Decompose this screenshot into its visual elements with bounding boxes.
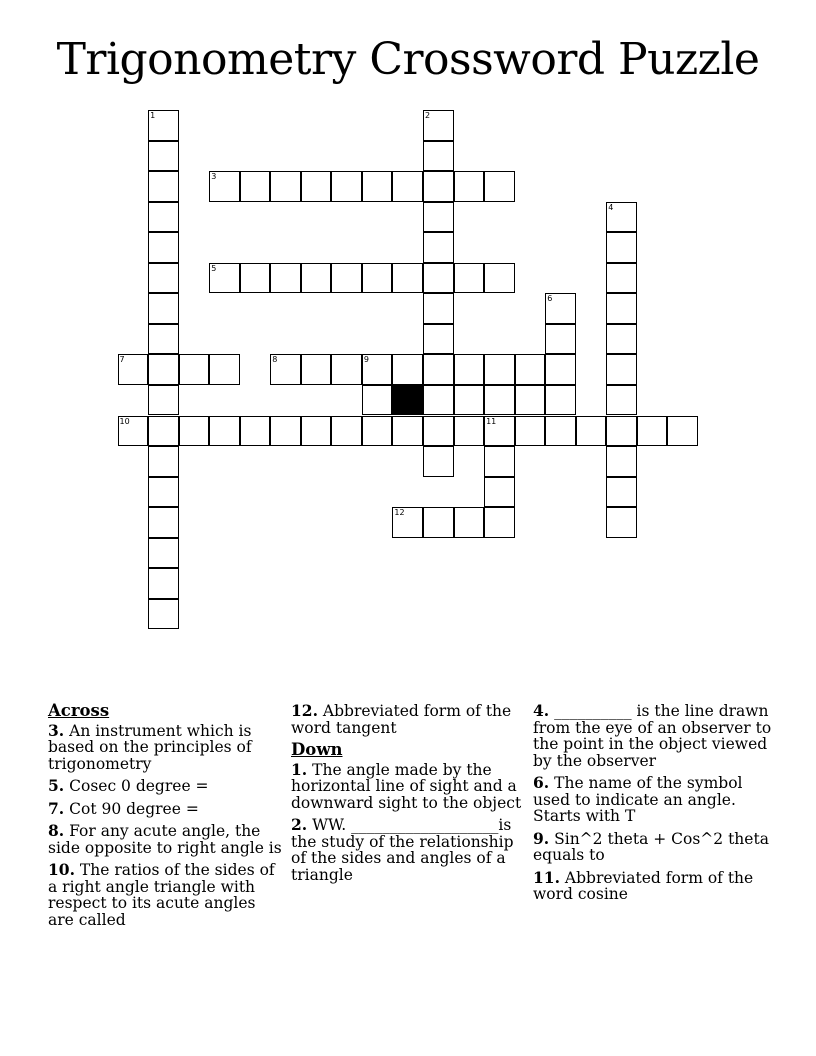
crossword-cell[interactable]	[179, 354, 210, 385]
crossword-cell[interactable]	[423, 232, 454, 263]
crossword-cell[interactable]	[484, 354, 515, 385]
crossword-cell[interactable]	[392, 171, 423, 202]
down-heading: Down	[291, 740, 343, 759]
crossword-cell[interactable]	[423, 202, 454, 233]
crossword-cell[interactable]	[148, 324, 179, 355]
crossword-cell[interactable]	[179, 416, 210, 447]
crossword-cell[interactable]	[331, 171, 362, 202]
crossword-cell[interactable]	[118, 416, 149, 447]
crossword-cell[interactable]	[454, 354, 485, 385]
clue-number-12: 12	[394, 508, 405, 518]
crossword-cell[interactable]	[148, 477, 179, 508]
page-title: Trigonometry Crossword Puzzle	[56, 34, 760, 85]
crossword-cell[interactable]	[545, 324, 576, 355]
clue-down-2: 2. WW. ___________________is the study of the relationship of the sides and angles of a triangle	[291, 815, 514, 884]
crossword-cell[interactable]	[454, 263, 485, 294]
crossword-cell[interactable]	[148, 568, 179, 599]
clue-across-5: 5. Cosec 0 degree =	[48, 776, 209, 795]
crossword-cell[interactable]	[270, 416, 301, 447]
clue-down-11: 11. Abbreviated form of the word cosine	[533, 867, 754, 903]
crossword-cell[interactable]	[423, 110, 454, 141]
crossword-cell[interactable]	[240, 416, 271, 447]
crossword-cell[interactable]	[148, 416, 179, 447]
crossword-cell[interactable]	[606, 446, 637, 477]
crossword-cell[interactable]	[545, 354, 576, 385]
clue-number-8: 8	[272, 355, 278, 365]
crossword-cell[interactable]	[362, 354, 393, 385]
crossword-cell[interactable]	[209, 171, 240, 202]
clue-across-12: 12. Abbreviated form of the word tangent	[291, 701, 512, 737]
clue-across-10: 10. The ratios of the sides of a right angle triangle with respect to its acute angles are called	[48, 860, 275, 929]
crossword-cell[interactable]	[331, 416, 362, 447]
crossword-cell[interactable]	[392, 507, 423, 538]
clues-column-2	[291, 703, 526, 889]
clue-down-6: 6. The name of the symbol used to indicate an angle. Starts with T	[533, 773, 743, 825]
clue-number-5: 5	[211, 263, 217, 273]
crossword-cell[interactable]	[392, 416, 423, 447]
crossword-cell[interactable]	[606, 293, 637, 324]
crossword-cell[interactable]	[484, 171, 515, 202]
crossword-cell[interactable]	[148, 110, 179, 141]
crossword-cell[interactable]	[240, 171, 271, 202]
crossword-cell[interactable]	[484, 385, 515, 416]
crossword-cell[interactable]	[454, 171, 485, 202]
clue-down-1: 1. The angle made by the horizontal line of sight and a downward sight to the object	[291, 759, 522, 812]
crossword-cell[interactable]	[331, 263, 362, 294]
crossword-cell[interactable]	[148, 385, 179, 416]
crossword-cell[interactable]	[423, 171, 454, 202]
crossword-cell[interactable]	[148, 141, 179, 172]
crossword-cell[interactable]	[148, 599, 179, 630]
crossword-cell[interactable]	[423, 385, 454, 416]
crossword-cell[interactable]	[301, 354, 332, 385]
crossword-cell[interactable]	[148, 232, 179, 263]
crossword-cell[interactable]	[148, 354, 179, 385]
crossword-cell[interactable]	[484, 446, 515, 477]
crossword-cell[interactable]	[148, 507, 179, 538]
clue-number-6: 6	[547, 294, 553, 304]
crossword-cell[interactable]	[148, 446, 179, 477]
crossword-cell[interactable]	[484, 507, 515, 538]
crossword-cell[interactable]	[362, 385, 393, 416]
clue-number-7: 7	[119, 355, 125, 365]
clue-number-4: 4	[608, 202, 614, 212]
crossword-cell[interactable]	[270, 263, 301, 294]
crossword-cell[interactable]	[148, 263, 179, 294]
crossword-cell[interactable]	[331, 354, 362, 385]
crossword-cell[interactable]	[301, 171, 332, 202]
clue-across-8: 8. For any acute angle, the side opposite to right angle is	[48, 821, 282, 857]
crossword-cell[interactable]	[270, 171, 301, 202]
crossword-cell[interactable]	[606, 202, 637, 233]
crossword-cell[interactable]	[606, 232, 637, 263]
crossword-cell[interactable]	[606, 416, 637, 447]
crossword-cell[interactable]	[484, 416, 515, 447]
crossword-cell[interactable]	[148, 171, 179, 202]
crossword-cell[interactable]	[423, 446, 454, 477]
crossword-cell[interactable]	[392, 263, 423, 294]
crossword-cell[interactable]	[118, 354, 149, 385]
clues-column-3	[533, 703, 773, 909]
crossword-cell[interactable]	[423, 141, 454, 172]
clue-down-9: 9. Sin^2 theta + Cos^2 theta equals to	[533, 828, 769, 864]
crossword-cell[interactable]	[515, 354, 546, 385]
crossword-cell[interactable]	[545, 385, 576, 416]
crossword-cell[interactable]	[545, 293, 576, 324]
crossword-cell[interactable]	[484, 477, 515, 508]
crossword-cell[interactable]	[148, 293, 179, 324]
crossword-cell[interactable]	[606, 507, 637, 538]
crossword-cell[interactable]	[606, 263, 637, 294]
crossword-cell[interactable]	[423, 416, 454, 447]
clue-number-9: 9	[363, 355, 369, 365]
clue-number-10: 10	[119, 416, 130, 426]
crossword-cell[interactable]	[423, 263, 454, 294]
crossword-cell[interactable]	[606, 354, 637, 385]
crossword-cell[interactable]	[454, 507, 485, 538]
crossword-cell[interactable]	[148, 538, 179, 569]
crossword-cell[interactable]	[484, 263, 515, 294]
crossword-cell[interactable]	[209, 263, 240, 294]
crossword-cell[interactable]	[148, 202, 179, 233]
crossword-cell[interactable]	[362, 171, 393, 202]
crossword-cell[interactable]	[392, 354, 423, 385]
crossword-black-cell	[392, 385, 423, 416]
crossword-cell[interactable]	[606, 477, 637, 508]
crossword-cell[interactable]	[240, 263, 271, 294]
crossword-cell[interactable]	[423, 293, 454, 324]
clue-down-4: 4. __________ is the line drawn from the eye of an observer to the point in the object viewed by the observer	[533, 701, 772, 770]
crossword-cell[interactable]	[515, 416, 546, 447]
crossword-cell[interactable]	[362, 263, 393, 294]
clue-across-3: 3. An instrument which is based on the principles of trigonometry	[48, 720, 252, 773]
crossword-cell[interactable]	[270, 354, 301, 385]
crossword-cell[interactable]	[515, 385, 546, 416]
crossword-cell[interactable]	[667, 416, 698, 447]
crossword-cell[interactable]	[209, 416, 240, 447]
across-heading: Across	[48, 701, 110, 720]
clue-number-3: 3	[211, 172, 217, 182]
clue-across-7: 7. Cot 90 degree =	[48, 798, 199, 818]
clue-number-2: 2	[425, 111, 431, 120]
crossword-cell[interactable]	[606, 324, 637, 355]
clue-number-11: 11	[486, 416, 497, 426]
crossword-cell[interactable]	[301, 263, 332, 294]
crossword-cell[interactable]	[454, 416, 485, 447]
crossword-cell[interactable]	[454, 385, 485, 416]
crossword-cell[interactable]	[576, 416, 607, 447]
crossword-cell[interactable]	[209, 354, 240, 385]
crossword-cell[interactable]	[606, 385, 637, 416]
clue-number-1: 1	[150, 111, 156, 120]
crossword-cell[interactable]	[423, 507, 454, 538]
crossword-cell[interactable]	[301, 416, 332, 447]
crossword-cell[interactable]	[637, 416, 668, 447]
crossword-cell[interactable]	[545, 416, 576, 447]
crossword-cell[interactable]	[362, 416, 393, 447]
crossword-cell[interactable]	[423, 324, 454, 355]
crossword-cell[interactable]	[423, 354, 454, 385]
clues-column-1	[48, 703, 283, 934]
